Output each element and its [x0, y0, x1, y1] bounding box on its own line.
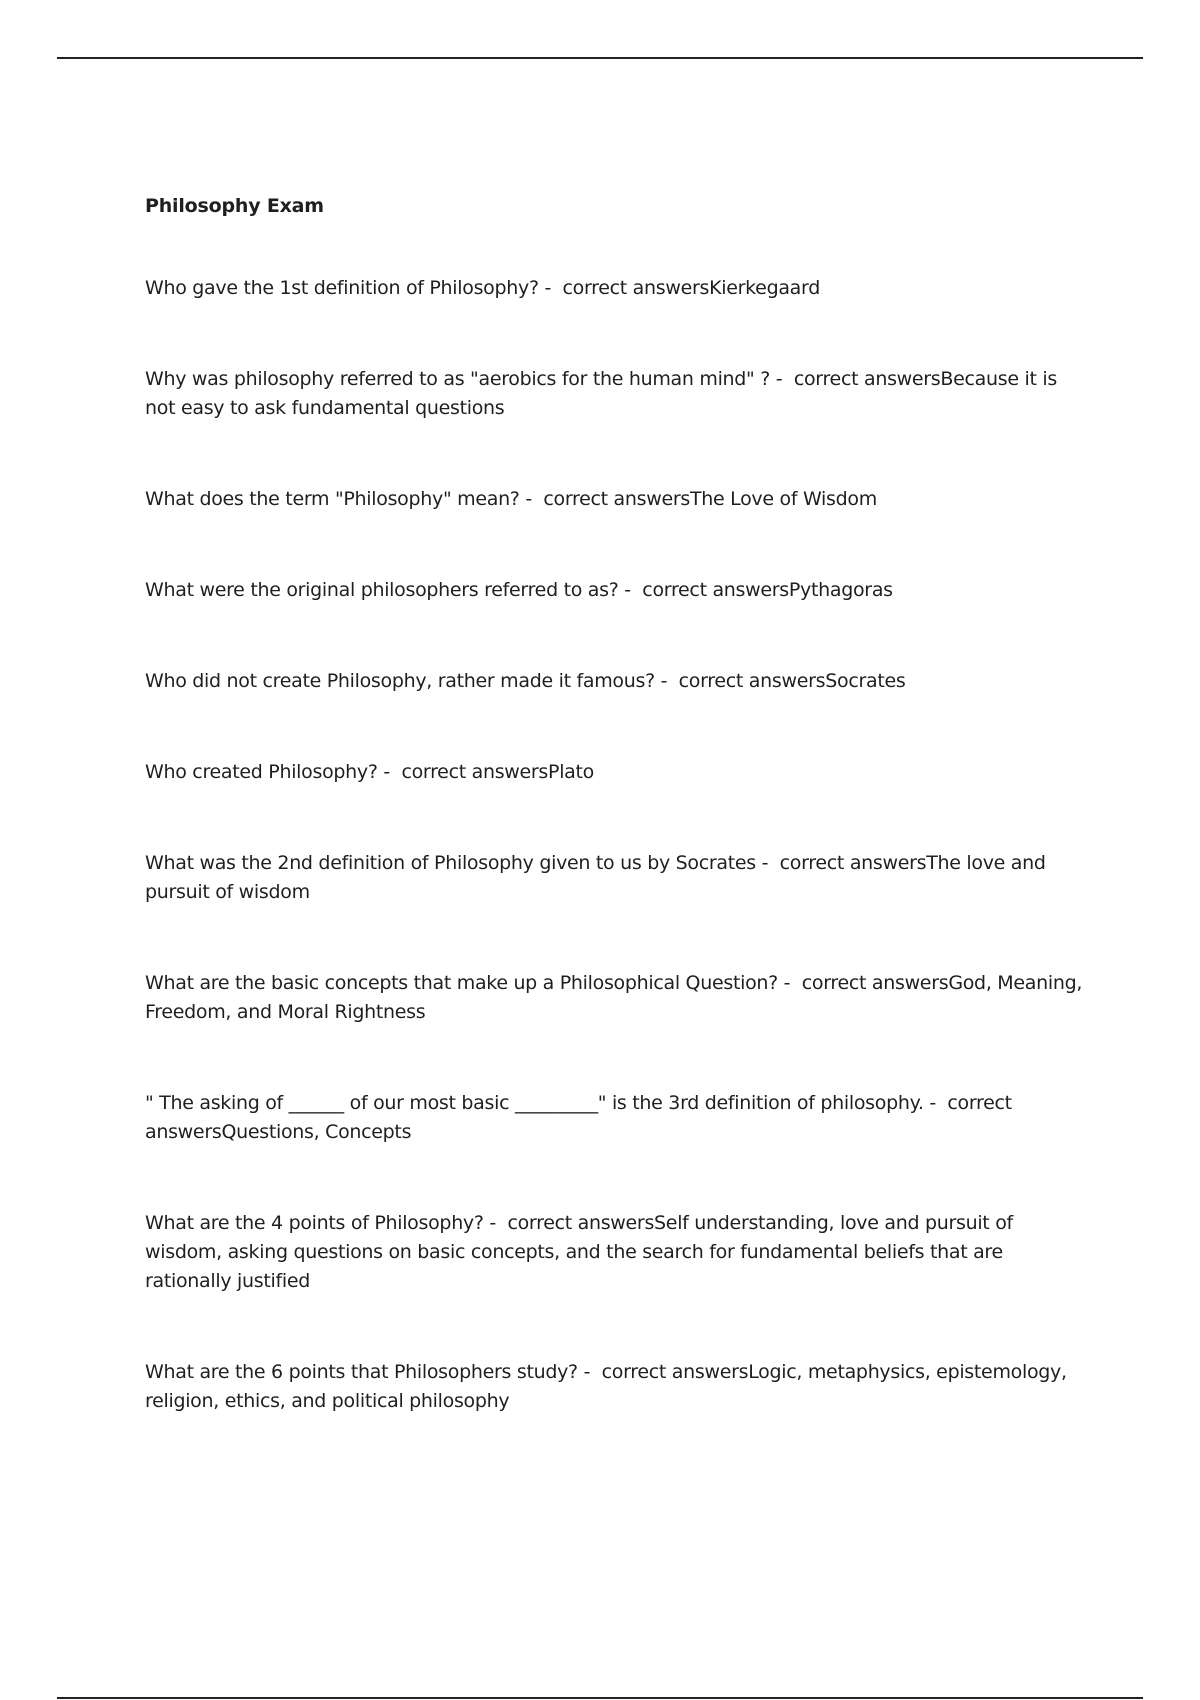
answer-text: Self understanding, love and pursuit of wisdom, asking questions on basic concepts, and the search for fundamental beliefs that are rationally justified	[145, 1212, 1013, 1292]
separator: -	[538, 277, 563, 299]
question-text: Who gave the 1st definition of Philosophy?	[145, 277, 539, 299]
question-text: What was the 2nd definition of Philosophy given to us by Socrates	[145, 852, 756, 874]
separator: -	[923, 1092, 948, 1114]
question-text: What were the original philosophers referred to as?	[145, 579, 619, 601]
answer-label: correct answers	[507, 1212, 655, 1234]
answer-label: correct answers	[801, 972, 949, 994]
answer-text: The Love of Wisdom	[689, 488, 877, 510]
qa-item	[145, 485, 1090, 514]
question-text: Who did not create Philosophy, rather made it famous?	[145, 670, 655, 692]
answer-label: correct answers	[779, 852, 927, 874]
separator: -	[618, 579, 643, 601]
answer-label: correct answers	[601, 1361, 749, 1383]
document-body	[145, 192, 1090, 1478]
answer-text: Logic, metaphysics, epistemology, religion, ethics, and political philosophy	[145, 1361, 1067, 1412]
answer-label: correct answers	[145, 1092, 1012, 1143]
question-text: Who created Philosophy?	[145, 761, 378, 783]
qa-item	[145, 1089, 1090, 1147]
separator: -	[777, 972, 802, 994]
answer-text: Pythagoras	[788, 579, 893, 601]
qa-item	[145, 849, 1090, 907]
document-title: Philosophy Exam	[145, 195, 324, 217]
separator: -	[654, 670, 679, 692]
separator: -	[483, 1212, 508, 1234]
qa-item	[145, 576, 1090, 605]
separator: -	[519, 488, 544, 510]
answer-label: correct answers	[678, 670, 826, 692]
answer-text: Because it is not easy to ask fundamental questions	[145, 368, 1057, 419]
top-rule	[57, 57, 1143, 59]
qa-item	[145, 667, 1090, 696]
separator: -	[377, 761, 402, 783]
bottom-rule	[57, 1697, 1143, 1699]
separator: -	[770, 368, 794, 390]
question-text: What does the term "Philosophy" mean?	[145, 488, 520, 510]
answer-text: God, Meaning, Freedom, and Moral Rightness	[145, 972, 1083, 1023]
qa-item	[145, 758, 1090, 787]
answer-text: Questions, Concepts	[221, 1121, 412, 1143]
answer-text: Plato	[548, 761, 594, 783]
question-text: What are the 6 points that Philosophers study?	[145, 1361, 578, 1383]
answer-label: correct answers	[543, 488, 690, 510]
qa-item	[145, 1358, 1090, 1416]
question-text: What are the 4 points of Philosophy?	[145, 1212, 484, 1234]
answer-label: correct answers	[562, 277, 710, 299]
separator: -	[755, 852, 780, 874]
qa-item	[145, 1209, 1090, 1296]
answer-text: Kierkegaard	[709, 277, 820, 299]
qa-item	[145, 274, 1090, 303]
qa-item	[145, 969, 1090, 1027]
separator: -	[577, 1361, 602, 1383]
answer-label: correct answers	[642, 579, 789, 601]
qa-item	[145, 365, 1090, 423]
question-text: " The asking of ______ of our most basic _________" is the 3rd definition of philosophy.	[145, 1092, 924, 1114]
answer-label: correct answers	[793, 368, 941, 390]
answer-text: Socrates	[825, 670, 906, 692]
answer-label: correct answers	[401, 761, 549, 783]
question-text: Why was philosophy referred to as "aerobics for the human mind" ?	[145, 368, 771, 390]
question-text: What are the basic concepts that make up a Philosophical Question?	[145, 972, 778, 994]
answer-text: The love and pursuit of wisdom	[145, 852, 1046, 903]
